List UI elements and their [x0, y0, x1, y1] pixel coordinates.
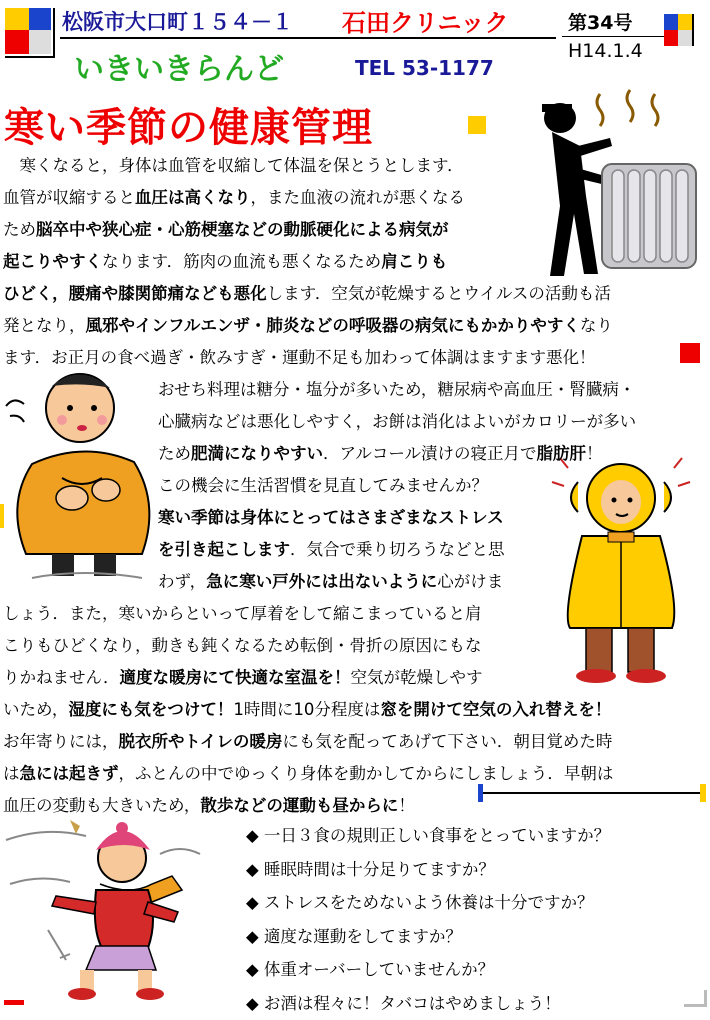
header-squares-left — [5, 8, 57, 60]
bottom-right-corner — [684, 990, 707, 1007]
article-line — [3, 630, 560, 662]
body-text: しょう．また，寒いからといって厚着をして縮こまっていると肩 — [3, 604, 482, 623]
section-divider — [480, 792, 706, 794]
body-text: ．気合で乗り切ろうなどと思 — [290, 540, 505, 559]
article-line — [158, 470, 706, 502]
body-text: なります．筋肉の血流も悪くなるため — [102, 252, 382, 271]
body-text: ！ — [398, 796, 415, 815]
emphasis-text: 急に寒い戸外には出ないように — [206, 572, 438, 591]
article-line — [3, 278, 706, 310]
header-rule — [60, 37, 556, 39]
checklist-item: ◆ 睡眠時間は十分足りてますか？ — [246, 859, 495, 879]
checklist-item: ◆ ストレスをためないよう休養は十分ですか？ — [246, 893, 594, 912]
body-text: ，また血液の流れが悪くなる — [250, 188, 465, 207]
emphasis-text: 急には起きず — [19, 764, 119, 783]
emphasis-text: 風邪やインフルエンザ・肺炎などの呼吸器の病気にもかかりやすく — [85, 316, 580, 335]
body-text: おせち料理は糖分・塩分が多いため，糖尿病や高血圧・腎臓病・ — [158, 380, 636, 399]
article-line — [3, 598, 560, 630]
title-accent-square — [468, 116, 486, 134]
article-line — [3, 694, 706, 726]
article-line — [3, 758, 706, 790]
article-line — [3, 790, 470, 822]
body-text: は — [3, 764, 20, 783]
body-text: わず， — [158, 572, 207, 591]
emphasis-text: 起こりやすく — [3, 252, 102, 271]
checklist-item: ◆ お酒は程々に！タバコはやめましょう！ — [246, 993, 561, 1013]
issue-date: H14.1.4 — [568, 40, 643, 62]
article-line — [158, 406, 706, 438]
checklist-item: ◆ 適度な運動をしてますか？ — [246, 926, 462, 946]
yellow-left-marker — [0, 504, 4, 528]
article-line — [3, 246, 530, 278]
clinic-name: 石田クリニック — [342, 9, 509, 37]
emphasis-text: 湿度にも気をつけて！ — [68, 700, 234, 719]
article-line — [158, 502, 560, 534]
body-text: ．アルコール漬けの寝正月で — [323, 444, 537, 463]
article-line — [158, 438, 706, 470]
article-line — [3, 214, 530, 246]
body-text: 心がけま — [437, 572, 504, 591]
body-text: いため， — [3, 700, 69, 719]
emphasis-text: 血圧は高くなり — [135, 188, 251, 207]
body-text: ，ふとんの中でゆっくり身体を動かしてからにしましょう．早朝は — [118, 764, 614, 783]
body-text: します．空気が乾燥するとウイルスの活動も活 — [266, 284, 611, 303]
body-text: りかねません． — [3, 668, 120, 687]
body-text: ため — [158, 444, 191, 463]
article-line — [3, 662, 560, 694]
article-line — [3, 726, 706, 758]
body-text: 血管が収縮すると — [3, 188, 135, 207]
article-line — [3, 182, 530, 214]
page-title: 寒い季節の健康管理 — [4, 105, 373, 151]
boy-with-belly-illustration — [2, 368, 152, 588]
body-text: お年寄りには， — [3, 732, 119, 751]
body-text: 空気が乾燥しやす — [350, 668, 483, 687]
emphasis-text: ひどく，腰痛や膝関節痛なども悪化 — [3, 284, 267, 303]
clinic-address: 松阪市大口町１５４－１ — [62, 10, 293, 34]
article-line — [3, 342, 680, 374]
body-text: ます．お正月の食べ過ぎ・飲みすぎ・運動不足も加わって体調はますます悪化！ — [3, 348, 596, 367]
issue-rule — [562, 36, 666, 37]
man-at-heater-illustration — [520, 86, 708, 286]
article-line — [158, 566, 560, 598]
newsletter-name: いきいきらんど — [74, 52, 284, 87]
emphasis-text: 脱衣所やトイレの暖房 — [118, 732, 283, 751]
body-text: なり — [579, 316, 613, 335]
girl-walking-in-wind-illustration — [0, 810, 220, 1000]
checklist-item: ◆ 体重オーバーしていませんか？ — [246, 960, 495, 979]
issue-number: 第34号 — [568, 12, 633, 34]
emphasis-text: 肩こりも — [381, 252, 448, 271]
body-text: ！ — [586, 444, 603, 463]
body-text: にも気を配ってあげて下さい．朝目覚めた時 — [282, 732, 613, 751]
checklist-item: ◆ 一日３食の規則正しい食事をとっていますか？ — [246, 826, 611, 845]
bottom-red-bar — [4, 1000, 24, 1005]
body-text: 1時間に10分程度は — [233, 700, 381, 719]
emphasis-text: 肥満になりやすい — [191, 444, 323, 463]
emphasis-text: 脂肪肝 — [536, 444, 587, 463]
body-text: 血圧の変動も大きいため， — [3, 796, 201, 815]
emphasis-text: 散歩などの運動も昼からに — [200, 796, 399, 815]
header-squares-right — [664, 14, 708, 58]
body-text: こりもひどくなり，動きも鈍くなるため転倒・骨折の原因にもな — [3, 636, 482, 655]
body-text: 寒くなると，身体は血管を収縮して体温を保とうとします． — [3, 156, 464, 175]
body-text: ため — [3, 220, 36, 239]
body-text: 発となり， — [3, 316, 86, 335]
article-line — [3, 310, 706, 342]
emphasis-text: を引き起こします — [158, 540, 290, 559]
article-line — [158, 534, 560, 566]
body-text: 心臓病などは悪化しやすく，お餅は消化はよいがカロリーが多い — [158, 412, 637, 431]
article-line — [158, 374, 706, 406]
emphasis-text: 窓を開けて空気の入れ替えを！ — [380, 700, 612, 719]
emphasis-text: 脳卒中や狭心症・心筋梗塞などの動脈硬化による病気が — [36, 220, 449, 239]
body-text: この機会に生活習慣を見直してみませんか？ — [158, 476, 488, 495]
article-line — [3, 150, 524, 182]
emphasis-text: 寒い季節は身体にとってはさまざまなストレス — [158, 508, 504, 527]
emphasis-text: 適度な暖房にて快適な室温を！ — [119, 668, 351, 687]
phone-number: TEL 53-1177 — [355, 56, 494, 80]
red-accent-square — [680, 343, 700, 363]
